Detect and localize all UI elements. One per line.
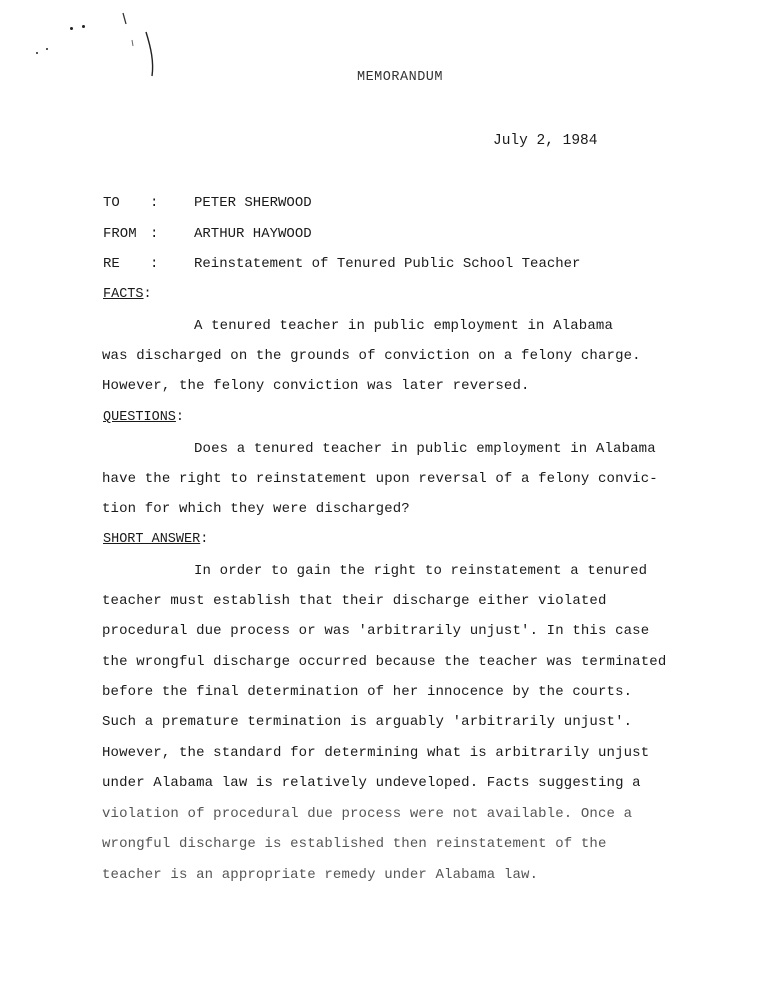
- question-line: have the right to reinstatement upon reversal of a felony convic-: [102, 471, 658, 487]
- short-answer-heading-colon: :: [200, 532, 209, 547]
- short-answer-heading: [103, 532, 208, 547]
- question-heading-colon: :: [175, 410, 185, 425]
- re-label: RE: [103, 256, 120, 272]
- to-label: TO: [103, 195, 120, 211]
- answer-line: Such a premature termination is arguably 'arbitrarily unjust'.: [102, 714, 633, 730]
- answer-line: the wrongful discharge occurred because the teacher was terminated: [102, 654, 667, 670]
- question-line: Does a tenured teacher in public employment in Alabama: [194, 441, 656, 457]
- to-colon: :: [150, 195, 159, 211]
- scan-speck-mark: [36, 52, 38, 54]
- answer-line: However, the standard for determining what is arbitrarily unjust: [102, 745, 650, 761]
- answer-line: wrongful discharge is established then reinstatement of the: [102, 836, 607, 852]
- facts-line: A tenured teacher in public employment in Alabama: [194, 318, 614, 334]
- short-answer-heading-text: SHORT ANSWER: [103, 532, 201, 547]
- scan-speck-mark: [82, 25, 85, 28]
- to-value: PETER SHERWOOD: [194, 195, 312, 211]
- memo-title: MEMORANDUM: [356, 70, 443, 85]
- answer-line: teacher is an appropriate remedy under Alabama law.: [102, 867, 539, 883]
- from-label: FROM: [103, 226, 137, 242]
- re-value: Reinstatement of Tenured Public School Teacher: [194, 256, 581, 272]
- answer-line: violation of procedural due process were not available. Once a: [102, 806, 633, 822]
- answer-line: In order to gain the right to reinstatement a tenured: [194, 563, 648, 579]
- answer-line: before the final determination of her innocence by the courts.: [102, 684, 633, 700]
- question-line: tion for which they were discharged?: [102, 501, 410, 517]
- question-heading-text: QUESTIONS: [103, 410, 176, 425]
- memo-date: July 2, 1984: [493, 133, 598, 149]
- facts-heading-colon: :: [143, 287, 152, 302]
- facts-heading-text: FACTS: [103, 287, 144, 302]
- scan-speck-mark: [70, 27, 73, 30]
- scan-speck-mark: [46, 48, 48, 50]
- from-colon: :: [150, 226, 159, 242]
- answer-line: under Alabama law is relatively undeveloped. Facts suggesting a: [102, 775, 641, 791]
- re-colon: :: [150, 256, 159, 272]
- question-heading: [103, 410, 184, 425]
- from-value: ARTHUR HAYWOOD: [194, 226, 312, 242]
- facts-line: was discharged on the grounds of conviction on a felony charge.: [102, 348, 641, 364]
- answer-line: teacher must establish that their discharge either violated: [102, 593, 607, 609]
- facts-heading: [103, 287, 152, 302]
- answer-line: procedural due process or was 'arbitrarily unjust'. In this case: [102, 623, 650, 639]
- facts-line: However, the felony conviction was later reversed.: [102, 378, 530, 394]
